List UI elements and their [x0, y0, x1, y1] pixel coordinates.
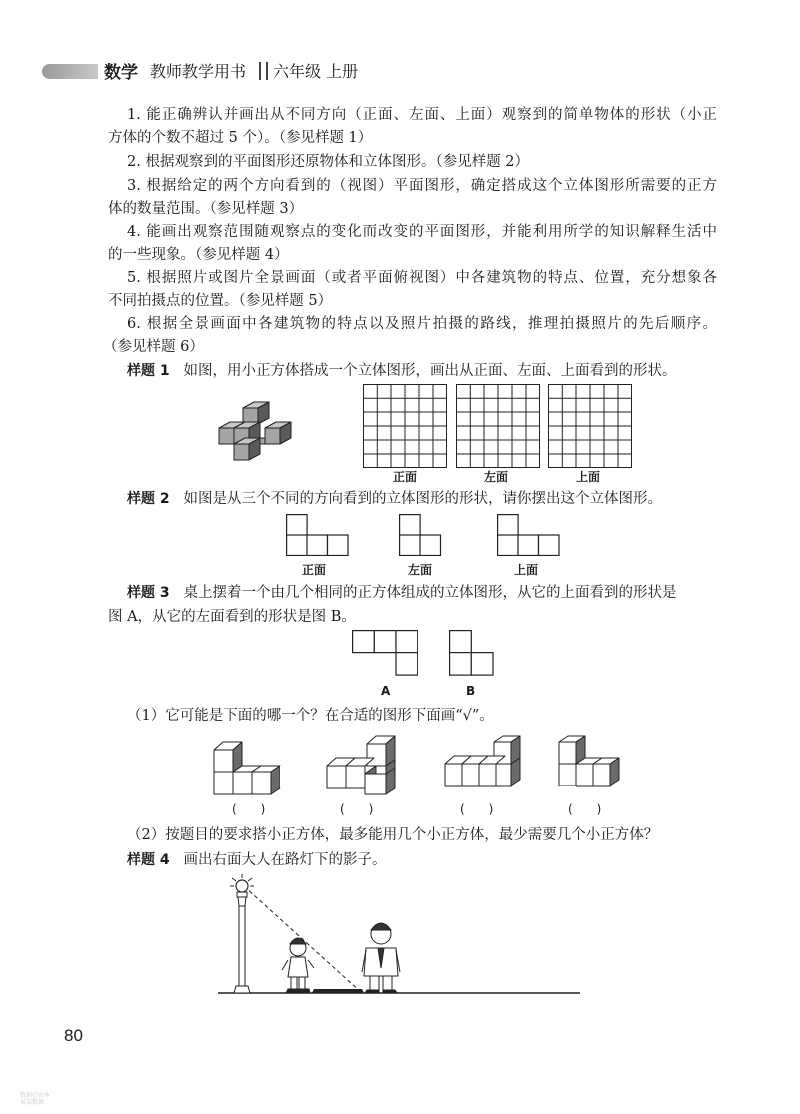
- header-decoration-bar: [42, 64, 98, 79]
- goal-1-line-2: 方体的个数不超过 5 个）。（参见样题 1）: [108, 130, 373, 146]
- sample3-option-2-cubes: [325, 734, 405, 796]
- sample1-heading: [127, 362, 676, 380]
- goal-3-line-1: 3. 根据给定的两个方向看到的（视图）平面图形，确定搭成这个立体图形所需要的正方: [127, 178, 717, 194]
- sample2-view-front: [286, 514, 352, 556]
- sample3-answer-blank-2[interactable]: ( ): [340, 802, 374, 816]
- adult-figure: [362, 923, 400, 993]
- sample4-text: 画出右面大人在路灯下的影子。: [183, 852, 387, 868]
- sample1-caption-front: 正面: [393, 470, 418, 484]
- sample4-streetlight-scene: [218, 872, 582, 998]
- watermark-line-1: 数据已由本: [20, 1092, 51, 1099]
- sample3-answer-blank-4[interactable]: ( ): [568, 802, 602, 816]
- watermark-line-2: 某某数据: [20, 1099, 45, 1106]
- sample1-cube-stack: [214, 398, 294, 464]
- sample1-text: 如图，用小正方体搭成一个立体图形，画出从正面、左面、上面看到的形状。: [183, 363, 677, 379]
- sample3-option-1-cubes: [212, 740, 296, 796]
- grid-left: [456, 384, 540, 468]
- goal-4-line-1: 4. 能画出观察范围随观察点的变化而改变的平面图形，并能利用所学的知识解释生活中: [127, 224, 717, 240]
- sample1-label: 样题 1: [127, 363, 170, 379]
- grid-top: [548, 384, 632, 468]
- sample3-text-line-1: 桌上摆着一个由几个相同的正方体组成的立体图形，从它的上面看到的形状是: [183, 585, 677, 601]
- sample3-question-2: （2）按题目的要求搭小正方体，最多能用几个小正方体，最少需要几个小正方体？: [127, 827, 659, 843]
- sample3-caption-b: B: [466, 684, 476, 698]
- sample3-heading: [127, 584, 717, 602]
- grid-front: [363, 384, 447, 468]
- header-book-title: 教师教学用书: [150, 62, 247, 81]
- header-separator: [259, 62, 268, 80]
- sample3-answer-blank-3[interactable]: ( ): [460, 802, 494, 816]
- goal-6-line-2: （参见样题 6）: [103, 339, 204, 355]
- goal-2-line-1: 2. 根据观察到的平面图形还原物体和立体图形。（参见样题 2）: [127, 154, 530, 170]
- sample4-label: 样题 4: [127, 852, 170, 868]
- sample2-caption-top: 上面: [514, 563, 539, 577]
- goal-5-line-2: 不同拍摄点的位置。（参见样题 5）: [108, 293, 333, 309]
- goal-6-line-1: 6. 根据全景画面中各建筑物的特点以及照片拍摄的路线，推理拍摄照片的先后顺序。: [127, 316, 717, 332]
- sample2-text: 如图是从三个不同的方向看到的立体图形的形状，请你摆出这个立体图形。: [183, 491, 662, 507]
- sample4-heading: [127, 851, 386, 869]
- goal-5-line-1: 5. 根据照片或图片全景画面（或者平面俯视图）中各建筑物的特点、位置，充分想象各: [127, 270, 717, 286]
- sample2-caption-front: 正面: [302, 563, 327, 577]
- sample3-text-line-2: 图 A，从它的左面看到的形状是图 B。: [108, 609, 356, 625]
- header-subject: 数学: [104, 63, 138, 83]
- page-number: 80: [64, 1026, 83, 1045]
- sample2-view-left: [399, 514, 445, 556]
- watermark: [20, 1092, 50, 1106]
- sample2-label: 样题 2: [127, 491, 170, 507]
- sample3-figure-a: [352, 630, 418, 676]
- sample3-question-1: （1）它可能是下面的哪一个？在合适的图形下面画“√”。: [127, 708, 494, 724]
- header-grade: 六年级 上册: [273, 62, 359, 81]
- sample3-caption-a: A: [381, 684, 391, 698]
- sample3-option-4-cubes: [551, 734, 633, 796]
- sample3-option-3-cubes: [443, 734, 523, 796]
- sample1-caption-top: 上面: [576, 470, 601, 484]
- sample2-view-top: [497, 514, 563, 556]
- child-shadow: [312, 989, 364, 993]
- sample3-answer-blank-1[interactable]: ( ): [232, 802, 266, 816]
- goal-3-line-2: 体的数量范围。（参见样题 3）: [108, 201, 304, 217]
- sample3-label: 样题 3: [127, 585, 170, 601]
- goal-1-line-1: 1. 能正确辨认并画出从不同方向（正面、左面、上面）观察到的简单物体的形状（小正: [127, 107, 717, 123]
- sample2-caption-left: 左面: [408, 563, 433, 577]
- goal-4-line-2: 的一些现象。（参见样题 4）: [108, 247, 289, 263]
- sample3-figure-b: [449, 630, 495, 676]
- sample1-caption-left: 左面: [484, 470, 509, 484]
- sample2-heading: [127, 490, 662, 508]
- child-figure: [282, 938, 314, 993]
